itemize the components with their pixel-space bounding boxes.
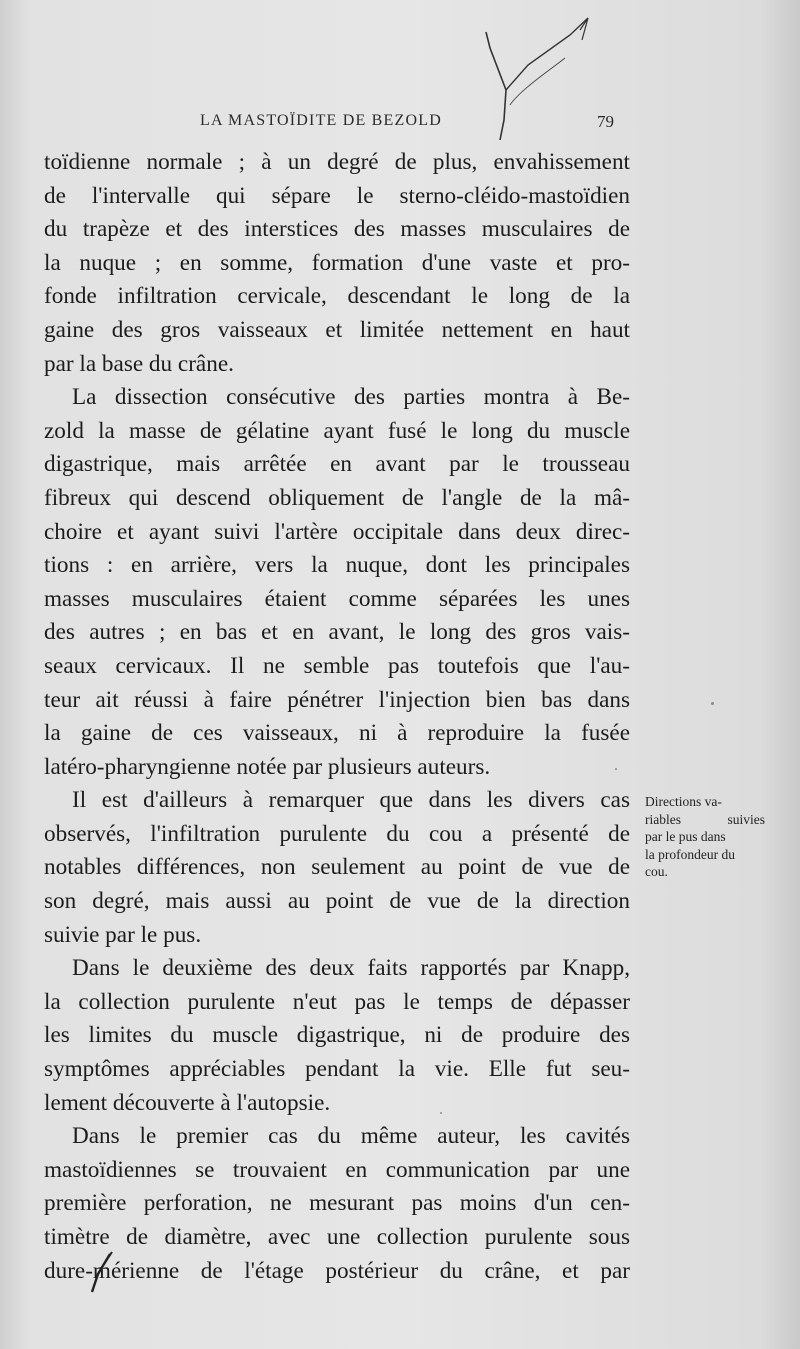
- text-line: zold la masse de gélatine ayant fusé le long du muscle: [44, 417, 630, 444]
- text-line: première perforation, ne mesurant pas moins d'un cen-: [44, 1190, 630, 1217]
- paper-speck: [615, 768, 617, 770]
- text-line: lement découverte à l'autopsie.: [44, 1089, 331, 1116]
- text-line: tions : en arrière, vers la nuque, dont les principales: [44, 552, 630, 579]
- paragraph-first-line: La dissection consécutive des parties montra à Be-: [72, 384, 630, 411]
- text-line: seaux cervicaux. Il ne semble pas toutefois que l'au-: [44, 652, 630, 679]
- text-line: symptômes appréciables pendant la vie. Elle fut seu-: [44, 1056, 630, 1083]
- margin-note-line: par le pus dans: [645, 829, 726, 844]
- text-line: notables différences, non seulement au point de vue de: [44, 854, 630, 881]
- text-line: observés, l'infiltration purulente du cou a présenté de: [44, 820, 630, 847]
- text-line: latéro-pharyngienne notée par plusieurs auteurs.: [44, 753, 491, 780]
- text-line: la collection purulente n'eut pas le temps de dépasser: [44, 988, 630, 1015]
- margin-note: [645, 793, 765, 881]
- paper-speck: [440, 1112, 442, 1114]
- paragraph-first-line: Dans le premier cas du même auteur, les cavités: [72, 1123, 630, 1150]
- text-line: gaine des gros vaisseaux et limitée nettement en haut: [44, 316, 630, 343]
- running-title: LA MASTOÏDITE DE BEZOLD: [200, 112, 442, 129]
- text-line: teur ait réussi à faire pénétrer l'injection bien bas dans: [44, 686, 630, 713]
- text-line: par la base du crâne.: [44, 350, 234, 377]
- text-line: suivie par le pus.: [44, 921, 202, 948]
- paper-speck: [711, 702, 714, 705]
- paragraph-first-line: Dans le deuxième des deux faits rapportés par Knapp,: [72, 955, 630, 982]
- text-line: digastrique, mais arrêtée en avant par le trousseau: [44, 451, 630, 478]
- text-line: dure-mérienne de l'étage postérieur du crâne, et par: [44, 1257, 630, 1284]
- text-line: de l'intervalle qui sépare le sterno-cléido-mastoïdien: [44, 182, 630, 209]
- body-text: [44, 146, 630, 1288]
- text-line: fibreux qui descend obliquement de l'angle de la mâ-: [44, 484, 630, 511]
- page-number: 79: [597, 112, 614, 131]
- page-header: [0, 112, 800, 142]
- text-line: les limites du muscle digastrique, ni de produire des: [44, 1022, 630, 1049]
- margin-note-line: cou.: [645, 864, 668, 879]
- paragraph-first-line: Il est d'ailleurs à remarquer que dans les divers cas: [72, 787, 630, 814]
- text-line: son degré, mais aussi au point de vue de la direction: [44, 888, 630, 915]
- pencil-stroke-icon: [82, 1248, 122, 1298]
- text-line: fonde infiltration cervicale, descendant le long de la: [44, 283, 630, 310]
- margin-note-line: la profondeur du: [645, 846, 735, 862]
- text-line: toïdienne normale ; à un degré de plus, envahissement: [44, 149, 630, 175]
- text-line: masses musculaires étaient comme séparées les unes: [44, 585, 630, 612]
- text-line: timètre de diamètre, avec une collection purulente sous: [44, 1224, 630, 1250]
- text-line: des autres ; en bas et en avant, le long des gros vais-: [44, 619, 630, 646]
- margin-note-line: Directions va-: [645, 794, 722, 809]
- margin-note-line: riables suivies: [645, 811, 765, 827]
- text-line: la gaine de ces vaisseaux, ni à reproduire la fusée: [44, 720, 630, 747]
- text-line: choire et ayant suivi l'artère occipitale dans deux direc-: [44, 518, 630, 545]
- text-line: la nuque ; en somme, formation d'une vaste et pro-: [44, 249, 630, 276]
- text-line: du trapèze et des interstices des masses musculaires de: [44, 216, 630, 243]
- text-line: mastoïdiennes se trouvaient en communication par une: [44, 1156, 630, 1183]
